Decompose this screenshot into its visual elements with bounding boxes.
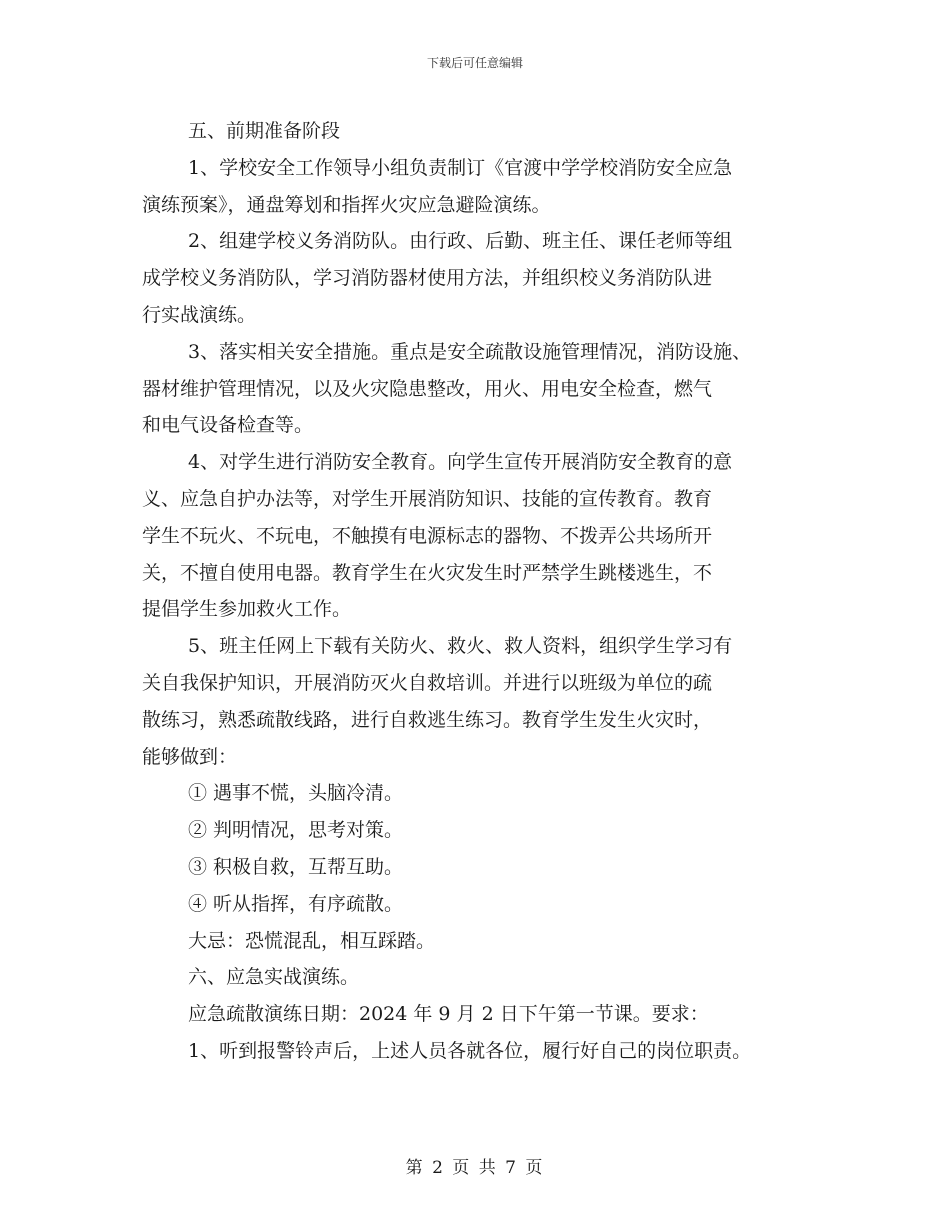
text-line: 提倡学生参加救火工作。 (142, 598, 352, 621)
text-line: 4、对学生进行消防安全教育。向学生宣传开展消防安全教育的意 (188, 451, 733, 474)
text-line: 5、班主任网上下载有关防火、救火、救人资料，组织学生学习有 (188, 635, 733, 658)
text-line: 3、落实相关安全措施。重点是安全疏散设施管理情况，消防设施、 (188, 340, 752, 363)
text-line: 五、前期准备阶段 (188, 120, 341, 142)
text-line: 演练预案》，通盘筹划和指挥火灾应急避险演练。 (142, 193, 551, 216)
text-line: 关，不擅自使用电器。教育学生在火灾发生时严禁学生跳楼逃生，不 (142, 561, 713, 584)
text-line: ② 判明情况，思考对策。 (188, 819, 404, 842)
text-line: 和电气设备检查等。 (142, 414, 314, 437)
text-line: 器材维护管理情况，以及火灾隐患整改，用火、用电安全检查，燃气 (142, 377, 713, 400)
text-line: 关自我保护知识，开展消防灭火自救培训。并进行以班级为单位的疏 (142, 671, 713, 694)
text-line: 2、组建学校义务消防队。由行政、后勤、班主任、课任老师等组 (188, 230, 733, 253)
page-header: 下载后可任意编辑 (426, 56, 523, 70)
text-line: ① 遇事不慌，头脑冷清。 (188, 782, 404, 805)
text-line: 行实战演练。 (142, 303, 257, 326)
text-line: 1、学校安全工作领导小组负责制订《官渡中学学校消防安全应急 (188, 156, 733, 179)
text-line: 六、应急实战演练。 (188, 966, 360, 989)
text-line: 成学校义务消防队，学习消防器材使用方法，并组织校义务消防队进 (142, 267, 713, 290)
text-line: 义、应急自护办法等，对学生开展消防知识、技能的宣传教育。教育 (142, 487, 713, 510)
text-line: 大忌：恐慌混乱，相互踩踏。 (188, 929, 436, 952)
text-line: 能够做到： (142, 745, 238, 768)
page-footer: 第 2 页 共 7 页 (405, 1158, 545, 1178)
text-line: 散练习，熟悉疏散线路，进行自救逃生练习。教育学生发生火灾时， (142, 708, 713, 731)
text-line: ④ 听从指挥，有序疏散。 (188, 892, 404, 915)
document-body (142, 113, 832, 1070)
text-line: ③ 积极自救，互帮互助。 (188, 855, 404, 878)
text-line: 1、听到报警铃声后，上述人员各就各位，履行好自己的岗位职责。 (188, 1039, 752, 1062)
text-line: 应急疏散演练日期：2024 年 9 月 2 日下午第一节课。要求： (188, 1003, 709, 1026)
text-line: 学生不玩火、不玩电，不触摸有电源标志的器物、不拨弄公共场所开 (142, 524, 713, 547)
